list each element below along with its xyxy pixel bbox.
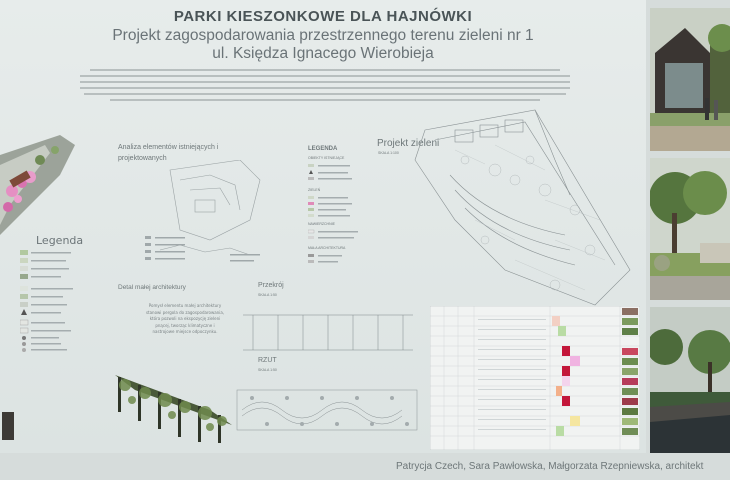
- pergola-section-drawing: [238, 310, 418, 355]
- credits-footer: Patrycja Czech, Sara Pawłowska, Małgorzata Rzepniewska, architekt: [396, 461, 704, 472]
- analysis-heading: Analiza elementów istniejących i projektowanych: [118, 144, 219, 162]
- legend-main-list: [20, 248, 100, 358]
- render-photo-building: [650, 8, 730, 151]
- analysis-legend-small: [145, 234, 275, 274]
- small-arch-description: Pomysł elementu małej architektury stanowi pergola do zagospodarowania, która pozwoli na ekspozycję zieleni pnącej, tworząc klimatyczne i nastrojowe miejsce odpoczynku.: [145, 303, 225, 334]
- poster-title: PARKI KIESZONKOWE DLA HAJNÓWKI: [173, 8, 473, 25]
- plan-legend-group: OBIEKTY ISTNIEJĄCE: [308, 156, 345, 160]
- project-site-plan: [395, 100, 635, 310]
- project-scale: SKALA 1:100: [378, 151, 399, 155]
- legend-main-title: Legenda: [36, 234, 84, 247]
- plan-legend-group: ZIELEŃ: [308, 188, 321, 192]
- project-heading: Projekt zieleni: [377, 138, 440, 149]
- plan-legend-group: NAWIERZCHNIE: [308, 222, 335, 226]
- plan-legend-title: LEGENDA: [308, 146, 338, 152]
- corner-bench-image: [0, 408, 20, 443]
- plan-legend-group: MAŁA ARCHITEKTURA: [308, 246, 346, 250]
- plan-scale: SKALA 1:50: [258, 368, 277, 372]
- section-heading: Przekrój: [258, 282, 284, 289]
- section-scale: SKALA 1:50: [258, 293, 277, 297]
- plan-legend-groups: [308, 156, 378, 266]
- aerial-render-image: [0, 135, 75, 250]
- render-photo-garden: [650, 158, 730, 300]
- render-photo-pond: [650, 307, 730, 453]
- small-arch-heading: Detal małej architektury: [118, 284, 186, 291]
- pergola-render: [110, 365, 235, 445]
- subtitle-line-1: Projekt zagospodarowania przestrzennego terenu zieleni nr 1: [112, 27, 534, 44]
- pergola-plan-drawing: [232, 382, 422, 437]
- plan-heading: RZUT: [258, 357, 277, 364]
- subtitle-line-2: ul. Księdza Ignacego Wierobieja: [212, 45, 434, 62]
- plan-legend-symbols: [308, 156, 378, 266]
- plant-table: [430, 306, 640, 450]
- poster-subtitle: [0, 27, 646, 63]
